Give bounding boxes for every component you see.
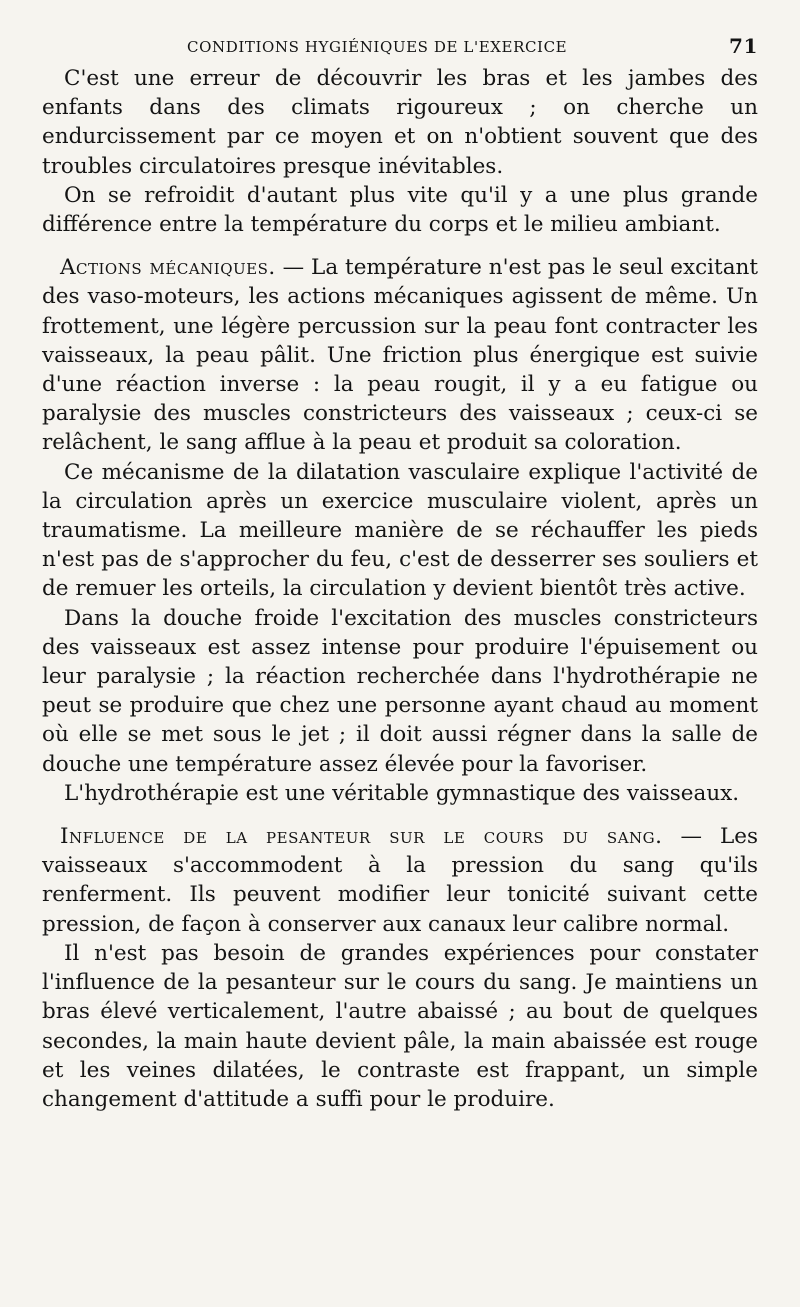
paragraph: Il n'est pas besoin de grandes expériences pour constater l'influence de la pesanteur sur le cours du sang. Je maintiens un bras élevé verticalement, l'autre abaissé ; au bout de quelques secondes, la main haute devient pâle, la main abaissée est rouge et les veines dilatées, le contraste est frappant, un simple changement d'attitude a suffi pour le produire. xyxy=(42,940,758,1112)
section-heading-gravity: Influence de la pesanteur sur le cours du sang. xyxy=(60,824,663,850)
section-paragraph-gravity xyxy=(42,822,758,939)
paragraph: Ce mécanisme de la dilatation vasculaire explique l'activité de la circulation après un exercice musculaire violent, après un traumatisme. La meilleure manière de se réchauffer les pieds n'est pas de s'approcher du feu, c'est de desserrer ses souliers et de remuer les orteils, la circulation y devient bientôt très active. xyxy=(42,459,758,602)
dash: — xyxy=(662,824,720,850)
section-text: Les vaisseaux s'accommodent à la pression du sang qu'ils renferment. Ils peuvent modifier leur tonicité suivant cette pression, de façon à conserver aux canaux leur calibre normal. xyxy=(42,824,759,937)
running-title: CONDITIONS HYGIÉNIQUES DE L'EXERCICE xyxy=(187,38,568,56)
paragraph: C'est une erreur de découvrir les bras et les jambes des enfants dans des climats rigoureux ; on cherche un endurcissement par ce moyen et on n'obtient souvent que des troubles circulatoires presque inévitables. xyxy=(42,66,758,179)
paragraph: L'hydrothérapie est une véritable gymnastique des vaisseaux. xyxy=(64,780,740,806)
paragraph: On se refroidit d'autant plus vite qu'il y a une plus grande différence entre la température du corps et le milieu ambiant. xyxy=(42,182,758,238)
section-text: La température n'est pas le seul excitant des vaso-moteurs, les actions mécaniques agissent de même. Un frottement, une légère percussion sur la peau font contracter les vaisseaux, la peau pâlit. Une friction plus énergique est suivie d'une réaction inverse : la peau rougit, il y a eu fatigue ou paralysie des muscles constricteurs des vaisseaux ; ceux-ci se relâchent, le sang afflue à la peau et produit sa coloration. xyxy=(42,255,758,456)
page-number: 71 xyxy=(728,34,758,58)
page-header xyxy=(42,28,758,64)
section-paragraph-mechanical-actions xyxy=(42,253,758,457)
paragraph: Dans la douche froide l'excitation des muscles constricteurs des vaisseaux est assez intense pour produire l'épuisement ou leur paralysie ; la réaction recherchée dans l'hydrothérapie ne peut se produire que chez une personne ayant chaud au moment où elle se met sous le jet ; il doit aussi régner dans la salle de douche une température assez élevée pour la favoriser. xyxy=(42,605,758,777)
section-heading-mechanical-actions: Actions mécaniques. xyxy=(60,255,276,281)
dash: — xyxy=(275,255,312,281)
